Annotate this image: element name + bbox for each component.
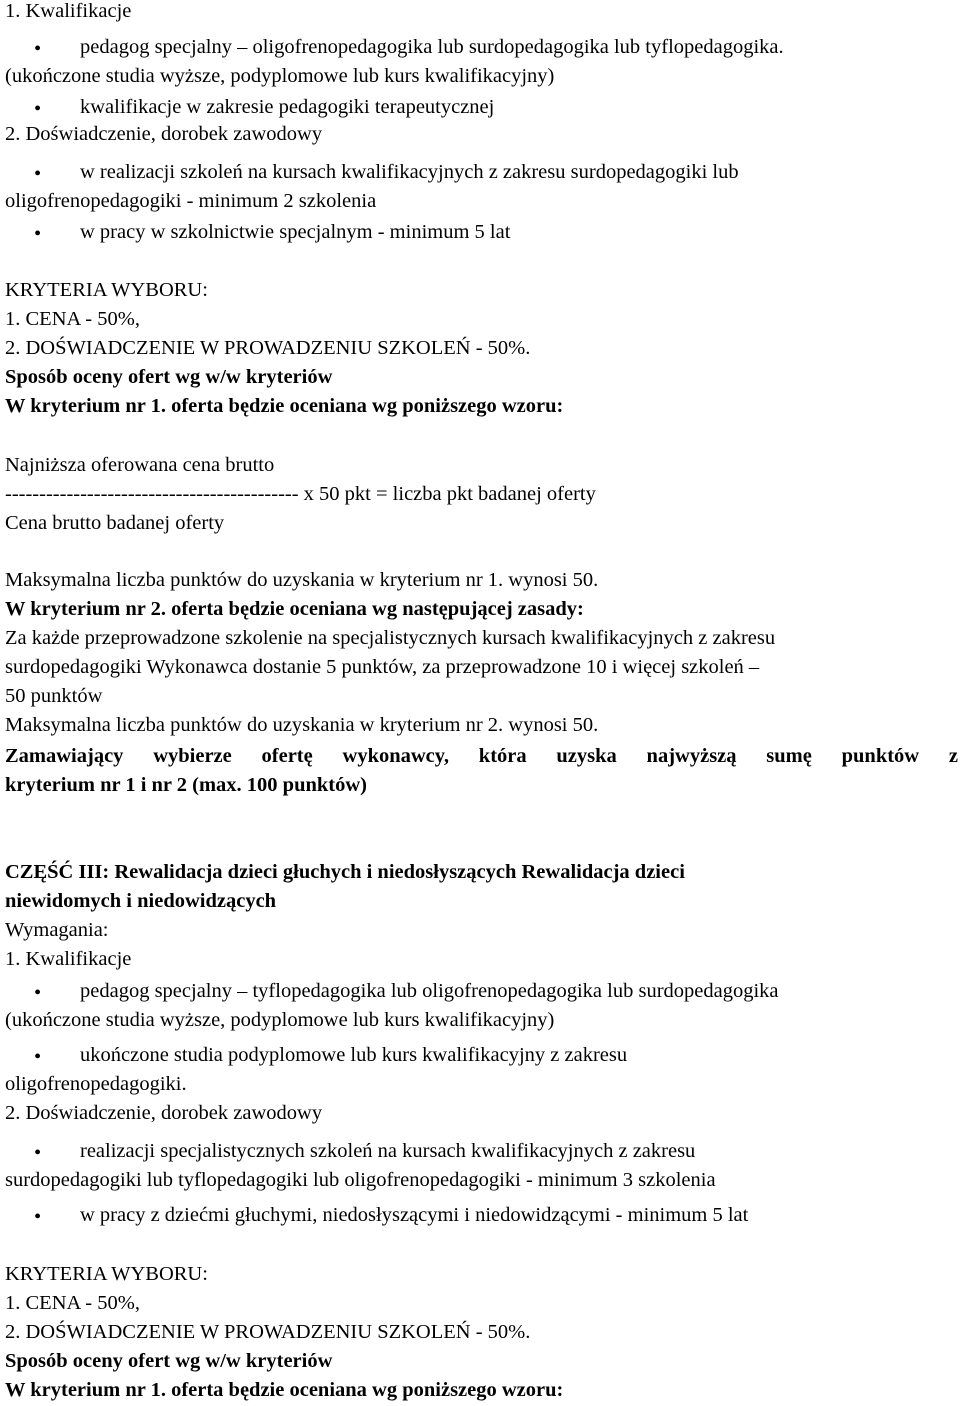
bullet-icon: • (34, 1046, 42, 1068)
formula-numerator: Najniższa oferowana cena brutto (5, 454, 275, 476)
criterion-2-max: Maksymalna liczba punktów do uzyskania w kryterium nr 2. wynosi 50. (5, 714, 599, 736)
qualifications-heading: 1. Kwalifikacje (5, 0, 132, 22)
criterion-1-heading: W kryterium nr 1. oferta będzie oceniana wg poniższego wzoru: (5, 395, 564, 417)
criteria-item: 2. DOŚWIADCZENIE W PROWADZENIU SZKOLEŃ - 50%. (5, 337, 531, 359)
criteria-item: 1. CENA - 50%, (5, 1292, 140, 1314)
summary-text: Zamawiający wybierze ofertę wykonawcy, która uzyska najwyższą sumę punktów z (5, 745, 958, 767)
list-item-text: w pracy z dziećmi głuchymi, niedosłyszącymi i niedowidzącymi - minimum 5 lat (80, 1204, 749, 1226)
criteria-item: 2. DOŚWIADCZENIE W PROWADZENIU SZKOLEŃ - 50%. (5, 1321, 531, 1343)
list-item-text: (ukończone studia wyższe, podyplomowe lub kurs kwalifikacyjny) (5, 1009, 555, 1031)
bullet-icon: • (34, 98, 42, 120)
list-item-text: kwalifikacje w zakresie pedagogiki terapeutycznej (80, 96, 495, 118)
list-item-text: realizacji specjalistycznych szkoleń na kursach kwalifikacyjnych z zakresu (80, 1140, 696, 1162)
bullet-icon: • (34, 163, 42, 185)
requirements-label: Wymagania: (5, 919, 109, 941)
bullet-icon: • (34, 1206, 42, 1228)
list-item-text: surdopedagogiki lub tyflopedagogiki lub oligofrenopedagogiki - minimum 3 szkolenia (5, 1169, 716, 1191)
bullet-icon: • (34, 223, 42, 245)
list-item-text: ukończone studia podyplomowe lub kurs kwalifikacyjny z zakresu (80, 1044, 628, 1066)
criterion-2-text: Za każde przeprowadzone szkolenie na specjalistycznych kursach kwalifikacyjnych z zakresu (5, 627, 776, 649)
experience-heading: 2. Doświadczenie, dorobek zawodowy (5, 123, 323, 145)
qualifications-heading: 1. Kwalifikacje (5, 948, 132, 970)
bullet-icon: • (34, 38, 42, 60)
list-item-text: pedagog specjalny – oligofrenopedagogika lub surdopedagogika lub tyflopedagogika. (80, 36, 784, 58)
bullet-icon: • (34, 982, 42, 1004)
criteria-heading: KRYTERIA WYBORU: (5, 1263, 208, 1285)
list-item-text: w realizacji szkoleń na kursach kwalifikacyjnych z zakresu surdopedagogiki lub (80, 161, 739, 183)
formula-line: ------------------------------------------- x 50 pkt = liczba pkt badanej oferty (5, 483, 596, 505)
bullet-icon: • (34, 1142, 42, 1164)
list-item-text: w pracy w szkolnictwie specjalnym - minimum 5 lat (80, 221, 511, 243)
list-item-text: pedagog specjalny – tyflopedagogika lub oligofrenopedagogika lub surdopedagogika (80, 980, 779, 1002)
criterion-2-heading: W kryterium nr 2. oferta będzie oceniana wg następującej zasady: (5, 598, 584, 620)
criteria-item: 1. CENA - 50%, (5, 308, 140, 330)
list-item-text: (ukończone studia wyższe, podyplomowe lub kurs kwalifikacyjny) (5, 65, 555, 87)
criterion-1-max: Maksymalna liczba punktów do uzyskania w kryterium nr 1. wynosi 50. (5, 569, 599, 591)
part-title: niewidomych i niedowidzących (5, 890, 277, 912)
list-item-text: oligofrenopedagogiki - minimum 2 szkolenia (5, 190, 377, 212)
list-item-text: oligofrenopedagogiki. (5, 1073, 187, 1095)
criterion-2-text: 50 punktów (5, 685, 103, 707)
experience-heading: 2. Doświadczenie, dorobek zawodowy (5, 1102, 323, 1124)
criteria-heading: KRYTERIA WYBORU: (5, 279, 208, 301)
criterion-1-heading: W kryterium nr 1. oferta będzie oceniana wg poniższego wzoru: (5, 1379, 564, 1401)
scoring-heading: Sposób oceny ofert wg w/w kryteriów (5, 366, 333, 388)
criterion-2-text: surdopedagogiki Wykonawca dostanie 5 punktów, za przeprowadzone 10 i więcej szkoleń – (5, 656, 760, 678)
summary-text: kryterium nr 1 i nr 2 (max. 100 punktów) (5, 774, 367, 796)
part-title: CZĘŚĆ III: Rewalidacja dzieci głuchych i niedosłyszących Rewalidacja dzieci (5, 861, 685, 883)
scoring-heading: Sposób oceny ofert wg w/w kryteriów (5, 1350, 333, 1372)
formula-denominator: Cena brutto badanej oferty (5, 512, 225, 534)
